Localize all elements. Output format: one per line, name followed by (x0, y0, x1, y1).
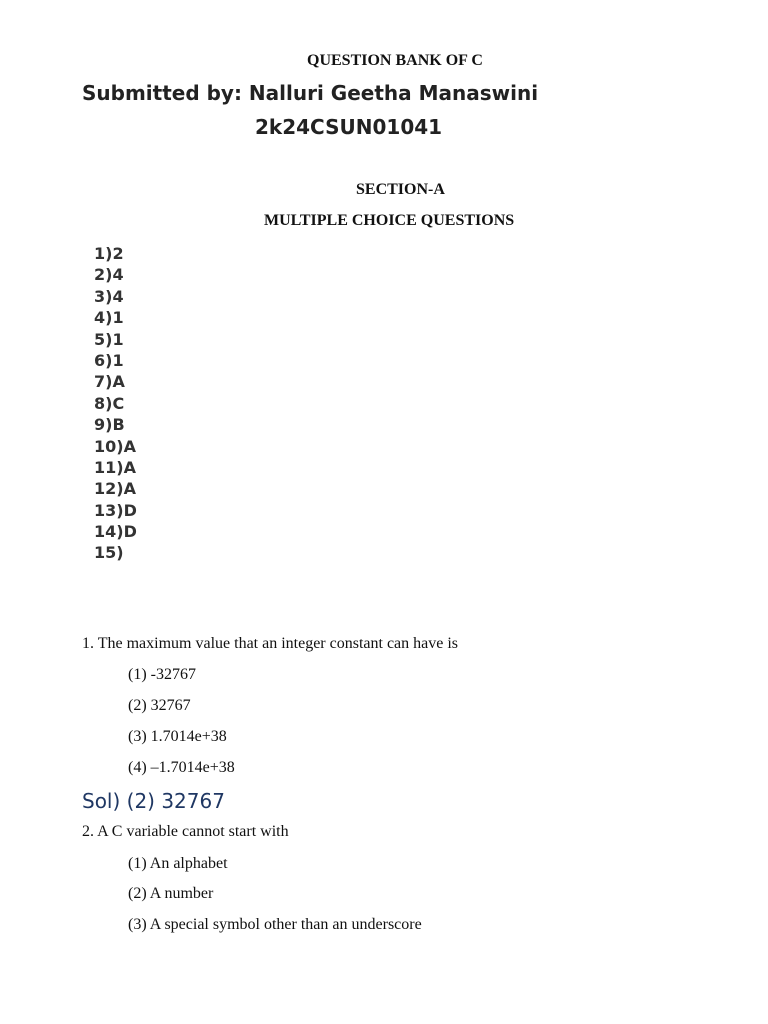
answer-item: 14)D (94, 522, 137, 542)
answer-item: 5)1 (94, 329, 124, 349)
answer-item: 8)C (94, 393, 125, 413)
section-title: SECTION-A (356, 181, 445, 198)
question-2-option-2: (2) A number (128, 885, 214, 902)
document-title: QUESTION BANK OF C (307, 52, 483, 69)
answer-list (94, 243, 137, 564)
question-1-option-2: (2) 32767 (128, 697, 191, 714)
question-1-solution: Sol) (2) 32767 (82, 789, 225, 813)
answer-item: 9)B (94, 415, 125, 435)
answer-item: 6)1 (94, 350, 124, 370)
question-1-option-4: (4) –1.7014e+38 (128, 759, 235, 776)
answer-item: 2)4 (94, 265, 124, 285)
question-1-option-3: (3) 1.7014e+38 (128, 728, 227, 745)
question-2-option-3: (3) A special symbol other than an underscore (128, 916, 422, 933)
submitted-by: Submitted by: Nalluri Geetha Manaswini (82, 81, 539, 105)
answer-item: 1)2 (94, 244, 124, 263)
answer-item: 15) (94, 543, 124, 563)
question-1-option-1: (1) -32767 (128, 666, 196, 683)
mcq-heading: MULTIPLE CHOICE QUESTIONS (264, 212, 515, 229)
answer-item: 10)A (94, 436, 136, 456)
answer-item: 11)A (94, 457, 136, 477)
question-1: 1. The maximum value that an integer constant can have is (82, 635, 459, 652)
answer-item: 12)A (94, 479, 136, 499)
roll-number: 2k24CSUN01041 (255, 115, 443, 139)
answer-item: 7)A (94, 372, 125, 392)
answer-item: 13)D (94, 500, 137, 520)
answer-item: 3)4 (94, 286, 124, 306)
question-2-option-1: (1) An alphabet (128, 855, 228, 872)
question-2: 2. A C variable cannot start with (82, 823, 289, 840)
answer-item: 4)1 (94, 308, 124, 328)
